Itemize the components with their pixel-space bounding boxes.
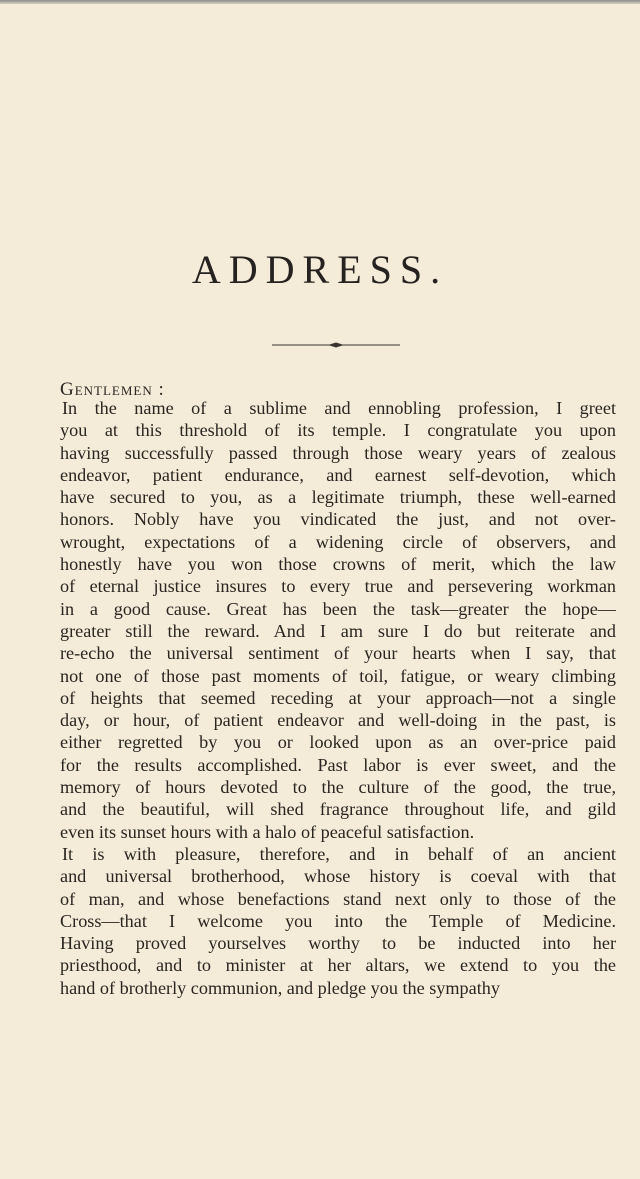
text-line: of man, and whose benefactions stand next only to those of the: [60, 888, 616, 909]
page-title: ADDRESS.: [191, 247, 449, 292]
text-line: wrought, expectations of a widening circle of observers, and: [60, 531, 616, 552]
text-line: either regretted by you or looked upon as an over-price paid: [60, 732, 616, 753]
text-line: and the beautiful, will shed fragrance throughout life, and gild: [60, 799, 616, 820]
text-line: have secured to you, as a legitimate triumph, these well-earned: [60, 487, 616, 508]
text-line: It is with pleasure, therefore, and in behalf of an ancient: [62, 843, 616, 864]
text-line: Having proved yourselves worthy to be inducted into her: [60, 933, 616, 954]
text-line: Cross—that I welcome you into the Temple of Medicine.: [60, 910, 616, 931]
top-edge-rule: [0, 0, 640, 4]
text-line: In the name of a sublime and ennobling profession, I greet: [62, 398, 616, 418]
text-line: not one of those past moments of toil, fatigue, or weary climbing: [60, 665, 616, 686]
text-line: memory of hours devoted to the culture of the good, the true,: [60, 777, 616, 798]
text-line: of heights that seemed receding at your approach—not a single: [60, 687, 616, 708]
text-line: you at this threshold of its temple. I congratulate you upon: [60, 420, 616, 441]
body-text: [60, 397, 616, 999]
ornament-rule-icon: [272, 340, 400, 350]
text-line: honors. Nobly have you vindicated the just, and not over-: [60, 509, 616, 530]
text-line: priesthood, and to minister at her altars, we extend to you the: [60, 955, 616, 976]
text-line: even its sunset hours with a halo of peaceful satisfaction.: [60, 821, 475, 842]
text-line: day, or hour, of patient endeavor and well-doing in the past, is: [60, 710, 616, 731]
text-line: endeavor, patient endurance, and earnest self-devotion, which: [60, 464, 616, 485]
text-line: honestly have you won those crowns of merit, which the law: [60, 554, 616, 575]
salutation: Gentlemen :: [60, 379, 165, 400]
text-line: in a good cause. Great has been the task—greater the hope—: [60, 598, 616, 619]
text-line: and universal brotherhood, whose history is coeval with that: [60, 866, 616, 887]
text-line: hand of brotherly communion, and pledge you the sympathy: [60, 977, 500, 998]
text-line: for the results accomplished. Past labor is ever sweet, and the: [60, 754, 616, 775]
text-line: greater still the reward. And I am sure I do but reiterate and: [60, 620, 616, 641]
text-line: of eternal justice insures to every true and persevering workman: [60, 576, 616, 597]
text-line: having successfully passed through those weary years of zealous: [60, 442, 616, 463]
text-line: re-echo the universal sentiment of your hearts when I say, that: [60, 643, 616, 664]
